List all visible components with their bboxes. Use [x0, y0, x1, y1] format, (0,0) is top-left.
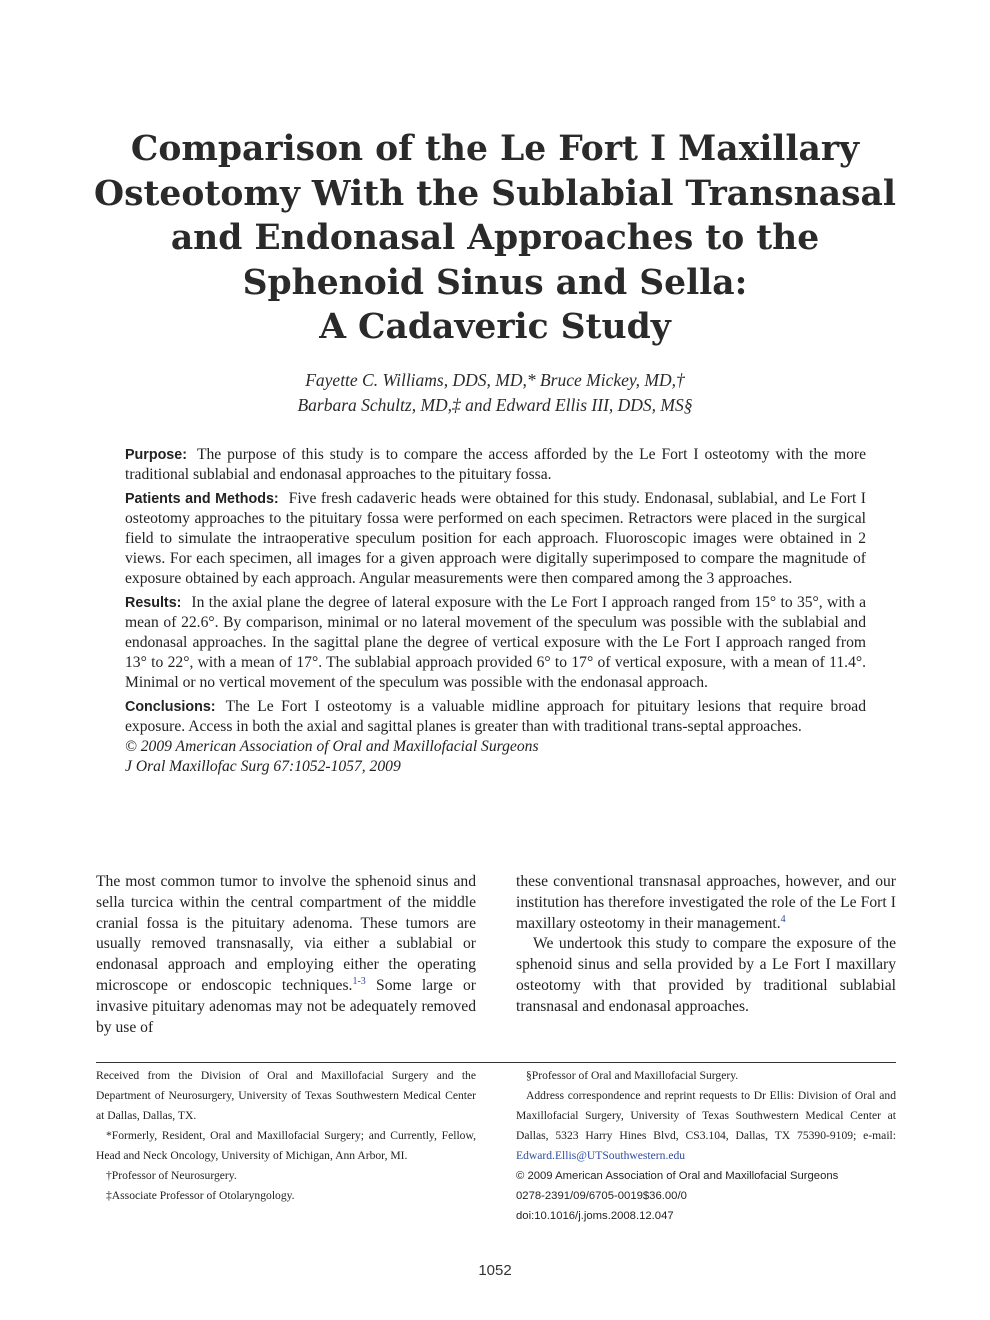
article-title [60, 127, 930, 350]
body-text: Some large or invasive pituitary adenomas may not be adequately removed by use of [96, 976, 477, 1036]
title-line: Sphenoid Sinus and Sella: [242, 262, 748, 303]
footnote-received: Received from the Division of Oral and Maxillofacial Surgery and the Department of Neurosurgery, University of Texas Southwestern Medical Center at Dallas, Dallas, TX. [96, 1069, 476, 1122]
footnote-correspondence [516, 1086, 896, 1166]
footnote-author: †Professor of Neurosurgery. [106, 1169, 237, 1182]
footnote-author: *Formerly, Resident, Oral and Maxillofacial Surgery; and Currently, Fellow, Head and Neck Oncology, University of Michigan, Ann Arbor, MI. [96, 1129, 476, 1162]
abstract [125, 445, 866, 777]
body-paragraph [96, 872, 476, 1038]
correspondence-text: Address correspondence and reprint requests to Dr Ellis: Division of Oral and Maxillofacial Surgery, University of Texas Southwestern Medical Center at Dallas, 5323 Harry Hines Blvd, CS3.104, Dallas, TX 75390-9109; e-mail: [516, 1089, 896, 1142]
footnote-author: §Professor of Oral and Maxillofacial Surgery. [526, 1069, 739, 1082]
title-line: and Endonasal Approaches to the [170, 218, 820, 258]
abstract-purpose [125, 445, 866, 485]
title-line: Osteotomy With the Sublabial Transnasal [94, 173, 896, 214]
footnotes-right [516, 1066, 896, 1226]
title-line: Comparison of the Le Fort I Maxillary [130, 129, 860, 169]
author-line: Barbara Schultz, MD,‡ and Edward Ellis III, DDS, MS§ [297, 395, 693, 415]
abstract-text: The purpose of this study is to compare the access afforded by the Le Fort I osteotomy with the more traditional sublabial and endonasal approaches to the pituitary fossa. [125, 446, 866, 483]
footnotes-left [96, 1066, 476, 1206]
body-paragraph: We undertook this study to compare the exposure of the sphenoid sinus and sella provided by a Le Fort I maxillary osteotomy with that provided by traditional sublabial transnasal and endonasal approaches. [516, 935, 896, 1015]
reference-link[interactable]: 4 [780, 913, 786, 925]
abstract-text: The Le Fort I osteotomy is a valuable midline approach for pituitary lesions that require broad exposure. Access in both the axial and sagittal planes is greater than with traditional trans-septal approaches. [125, 698, 866, 735]
abstract-heading: Conclusions: [125, 699, 216, 715]
footnote-doi[interactable]: doi:10.1016/j.joms.2008.12.047 [516, 1210, 674, 1222]
body-text: these conventional transnasal approaches, however, and our institution has therefore investigated the role of the Le Fort I maxillary osteotomy in their management. [516, 873, 896, 932]
footnote-divider [96, 1062, 896, 1063]
abstract-conclusions [125, 697, 866, 737]
abstract-text: In the axial plane the degree of lateral exposure with the Le Fort I approach ranged from 15° to 35°, with a mean of 22.6°. By comparison, minimal or no lateral movement of the speculum was possible with the sublabial and endonasal approaches. In the sagittal plane the degree of vertical exposure with the Le Fort I approach ranged from 13° to 22°, with a mean of 17°. The sublabial approach provided 6° to 17° of vertical exposure, with a mean of 11.4°. Minimal or no vertical movement of the speculum was possible with the endonasal approach. [125, 594, 866, 691]
author-list [60, 368, 930, 418]
title-line: A Cadaveric Study [319, 307, 671, 347]
footnote-copyright: © 2009 American Association of Oral and Maxillofacial Surgeons [516, 1170, 839, 1182]
abstract-heading: Results: [125, 595, 182, 611]
page-number: 1052 [478, 1262, 512, 1279]
footnote-author: ‡Associate Professor of Otolaryngology. [106, 1189, 295, 1202]
abstract-text: Five fresh cadaveric heads were obtained for this study. Endonasal, sublabial, and Le Fort I osteotomy approaches to the pituitary fossa were performed on each specimen. Retractors were placed in the surgical field to simulate the intraoperative speculum position for each approach. Fluoroscopic images were obtained in 2 views. For each specimen, all images for a given approach were digitally superimposed to compare the magnitude of exposure obtained by each approach. Angular measurements were then compared among the 3 approaches. [125, 490, 866, 587]
email-link[interactable]: Edward.Ellis@UTSouthwestern.edu [516, 1149, 686, 1162]
abstract-copyright: © 2009 American Association of Oral and Maxillofacial Surgeons [125, 738, 539, 755]
reference-link[interactable]: 1-3 [352, 975, 366, 987]
body-column-left [96, 872, 476, 1038]
body-column-right [516, 872, 896, 1018]
abstract-methods [125, 489, 866, 589]
footnote-issn: 0278-2391/09/6705-0019$36.00/0 [516, 1190, 687, 1202]
body-paragraph [516, 872, 896, 934]
body-text: The most common tumor to involve the sphenoid sinus and sella turcica within the central compartment of the middle cranial fossa is the pituitary adenoma. These tumors are usually removed transnasally, via either a sublabial or endonasal approach and employing either the operating microscope or endoscopic techniques. [96, 873, 476, 994]
abstract-heading: Patients and Methods: [125, 491, 279, 507]
journal-citation: J Oral Maxillofac Surg 67:1052-1057, 2009 [125, 758, 401, 775]
author-line: Fayette C. Williams, DDS, MD,* Bruce Mickey, MD,† [305, 370, 685, 390]
abstract-heading: Purpose: [125, 447, 187, 463]
abstract-results [125, 593, 866, 693]
